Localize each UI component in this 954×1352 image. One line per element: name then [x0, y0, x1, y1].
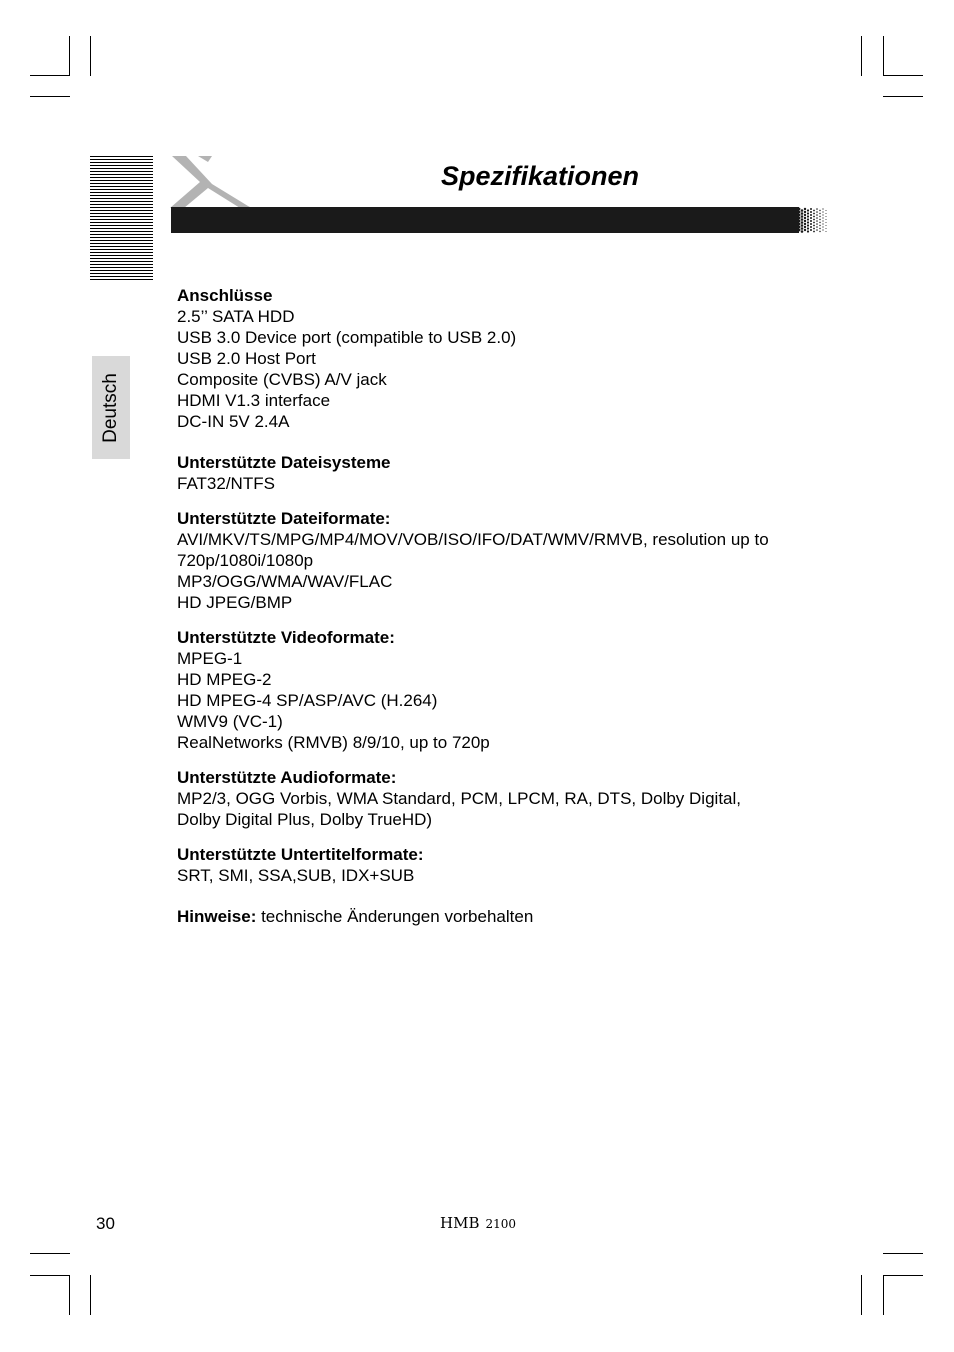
spec-line: Dolby Digital Plus, Dolby TrueHD)	[177, 810, 433, 829]
pattern-dot	[826, 216, 827, 217]
header-bar-dot-pattern	[797, 207, 827, 233]
pattern-dot	[807, 218, 809, 220]
pattern-dot	[807, 221, 809, 223]
stripe-line	[90, 213, 153, 214]
pattern-dot	[798, 214, 801, 217]
pattern-dot	[819, 210, 820, 211]
spec-line: WMV9 (VC-1)	[177, 712, 283, 731]
pattern-dot	[819, 231, 820, 232]
crop-mark	[69, 1275, 70, 1315]
crop-mark	[883, 1253, 923, 1254]
stripe-line	[90, 237, 153, 238]
model-name	[440, 1214, 516, 1232]
pattern-dot	[822, 229, 823, 230]
crop-mark	[90, 1275, 91, 1315]
stripe-line	[90, 279, 153, 280]
pattern-dot	[816, 217, 818, 219]
pattern-dot	[801, 227, 804, 230]
note-label: Hinweise:	[177, 907, 257, 926]
pattern-dot	[819, 219, 820, 220]
pattern-dot	[798, 211, 801, 214]
stripe-line	[90, 171, 153, 172]
pattern-dot	[813, 210, 815, 212]
spec-line: Composite (CVBS) A/V jack	[177, 370, 387, 389]
stripe-line	[90, 189, 153, 190]
crop-mark	[883, 36, 884, 76]
stripe-line	[90, 204, 153, 205]
pattern-dot	[813, 213, 815, 215]
stripe-line	[90, 264, 153, 265]
stripe-line	[90, 186, 153, 187]
crop-mark	[883, 96, 923, 97]
spec-line: USB 2.0 Host Port	[177, 349, 316, 368]
crop-mark	[883, 75, 923, 76]
stripe-line	[90, 159, 153, 160]
spec-section	[177, 844, 837, 886]
spec-section	[177, 285, 837, 432]
spec-line: HD JPEG/BMP	[177, 593, 293, 612]
pattern-dot	[826, 222, 827, 223]
stripe-line	[90, 246, 153, 247]
pattern-dot	[819, 228, 820, 229]
pattern-dot	[813, 231, 815, 233]
spec-line: HD MPEG-4 SP/ASP/AVC (H.264)	[177, 691, 438, 710]
pattern-dot	[810, 208, 812, 210]
spec-section	[177, 508, 837, 613]
pattern-dot	[813, 228, 815, 230]
pattern-dot	[810, 220, 812, 222]
pattern-dot	[801, 209, 804, 212]
pattern-dot	[810, 229, 812, 231]
stripe-line	[90, 243, 153, 244]
spec-line: HD MPEG-2	[177, 670, 272, 689]
stripe-line	[90, 258, 153, 259]
pattern-dot	[810, 223, 812, 225]
stripe-line	[90, 195, 153, 196]
stripe-line	[90, 225, 153, 226]
spec-section	[177, 452, 837, 494]
pattern-dot	[804, 214, 806, 216]
pattern-dot	[819, 222, 820, 223]
pattern-dot	[807, 230, 809, 232]
stripe-line	[90, 210, 153, 211]
header-bar	[171, 207, 799, 233]
section-heading: Unterstützte Videoformate:	[177, 628, 395, 647]
spec-line: MP3/OGG/WMA/WAV/FLAC	[177, 572, 393, 591]
pattern-dot	[807, 209, 809, 211]
pattern-dot	[822, 220, 823, 221]
pattern-dot	[813, 216, 815, 218]
stripe-line	[90, 162, 153, 163]
pattern-dot	[804, 223, 806, 225]
model-name-text: HMB	[440, 1214, 480, 1232]
spec-section	[177, 767, 837, 830]
section-heading: Anschlüsse	[177, 286, 273, 305]
spec-line: HDMI V1.3 interface	[177, 391, 331, 410]
pattern-dot	[822, 214, 823, 215]
pattern-dot	[816, 229, 818, 231]
pattern-dot	[816, 208, 818, 210]
spec-line: USB 3.0 Device port (compatible to USB 2.0)	[177, 328, 517, 347]
pattern-dot	[801, 215, 804, 218]
spec-line: SRT, SMI, SSA,SUB, IDX+SUB	[177, 866, 415, 885]
pattern-dot	[804, 220, 806, 222]
pattern-dot	[798, 229, 801, 232]
stripe-line	[90, 255, 153, 256]
crop-mark	[30, 1253, 70, 1254]
stripe-line	[90, 234, 153, 235]
stripe-line	[90, 201, 153, 202]
pattern-dot	[822, 208, 823, 209]
pattern-dot	[798, 220, 801, 223]
section-heading: Unterstützte Dateisysteme	[177, 453, 391, 472]
spec-line: RealNetworks (RMVB) 8/9/10, up to 720p	[177, 733, 490, 752]
crop-mark	[30, 1275, 70, 1276]
pattern-dot	[807, 215, 809, 217]
pattern-dot	[801, 221, 804, 224]
pattern-dot	[813, 219, 815, 221]
decorative-stripes	[90, 156, 153, 284]
pattern-dot	[804, 208, 806, 210]
pattern-dot	[826, 231, 827, 232]
stripe-line	[90, 168, 153, 169]
stripe-line	[90, 219, 153, 220]
stripe-line	[90, 276, 153, 277]
pattern-dot	[813, 222, 815, 224]
crop-mark	[90, 36, 91, 76]
page-number: 30	[96, 1214, 115, 1233]
page-title: Spezifikationen	[441, 161, 640, 191]
pattern-dot	[807, 212, 809, 214]
crop-mark	[883, 1275, 884, 1315]
pattern-dot	[810, 211, 812, 213]
pattern-dot	[822, 223, 823, 224]
stripe-line	[90, 273, 153, 274]
pattern-dot	[822, 226, 823, 227]
note-text: technische Änderungen vorbehalten	[256, 907, 534, 926]
brand-x-logo	[168, 154, 254, 210]
stripe-line	[90, 174, 153, 175]
crop-mark	[883, 1275, 923, 1276]
note	[177, 906, 837, 927]
stripe-line	[90, 156, 153, 157]
stripe-line	[90, 228, 153, 229]
pattern-dot	[819, 213, 820, 214]
pattern-dot	[819, 225, 820, 226]
pattern-dot	[801, 224, 804, 227]
pattern-dot	[798, 208, 801, 211]
stripe-line	[90, 267, 153, 268]
pattern-dot	[826, 228, 827, 229]
crop-mark	[30, 96, 70, 97]
pattern-dot	[813, 225, 815, 227]
pattern-dot	[810, 214, 812, 216]
spec-line: MPEG-1	[177, 649, 243, 668]
spec-section	[177, 627, 837, 753]
language-tab-label: Deutsch	[100, 372, 121, 443]
pattern-dot	[816, 220, 818, 222]
stripe-line	[90, 240, 153, 241]
stripe-line	[90, 231, 153, 232]
stripe-line	[90, 177, 153, 178]
stripe-line	[90, 192, 153, 193]
spec-line: FAT32/NTFS	[177, 474, 275, 493]
pattern-dot	[807, 227, 809, 229]
spec-line: MP2/3, OGG Vorbis, WMA Standard, PCM, LPCM, RA, DTS, Dolby Digital,	[177, 789, 741, 808]
spec-line: AVI/MKV/TS/MPG/MP4/MOV/VOB/ISO/IFO/DAT/WMV/RMVB, resolution up to	[177, 530, 769, 549]
pattern-dot	[798, 217, 801, 220]
spec-line: 720p/1080i/1080p	[177, 551, 314, 570]
pattern-dot	[826, 213, 827, 214]
stripe-line	[90, 198, 153, 199]
crop-mark	[861, 1275, 862, 1315]
crop-mark	[861, 36, 862, 76]
stripe-line	[90, 165, 153, 166]
stripe-line	[90, 270, 153, 271]
stripe-line	[90, 216, 153, 217]
pattern-dot	[816, 211, 818, 213]
section-heading: Unterstützte Untertitelformate:	[177, 845, 424, 864]
stripe-line	[90, 261, 153, 262]
pattern-dot	[810, 217, 812, 219]
pattern-dot	[804, 226, 806, 228]
specifications-content	[177, 285, 837, 927]
pattern-dot	[798, 223, 801, 226]
pattern-dot	[826, 210, 827, 211]
pattern-dot	[810, 226, 812, 228]
stripe-line	[90, 252, 153, 253]
pattern-dot	[804, 217, 806, 219]
pattern-dot	[801, 218, 804, 221]
pattern-dot	[826, 219, 827, 220]
section-heading: Unterstützte Audioformate:	[177, 768, 397, 787]
pattern-dot	[804, 211, 806, 213]
crop-mark	[30, 75, 70, 76]
pattern-dot	[798, 226, 801, 229]
stripe-line	[90, 183, 153, 184]
pattern-dot	[819, 216, 820, 217]
language-tab	[92, 356, 130, 459]
stripe-line	[90, 207, 153, 208]
pattern-dot	[807, 224, 809, 226]
section-heading: Unterstützte Dateiformate:	[177, 509, 391, 528]
pattern-dot	[801, 230, 804, 233]
pattern-dot	[816, 223, 818, 225]
stripe-line	[90, 249, 153, 250]
spec-line: 2.5’’ SATA HDD	[177, 307, 295, 326]
stripe-line	[90, 180, 153, 181]
pattern-dot	[822, 211, 823, 212]
crop-mark	[69, 36, 70, 76]
pattern-dot	[816, 226, 818, 228]
pattern-dot	[804, 229, 806, 231]
model-number: 2100	[485, 1217, 517, 1231]
stripe-line	[90, 222, 153, 223]
spec-line: DC-IN 5V 2.4A	[177, 412, 290, 431]
pattern-dot	[826, 225, 827, 226]
pattern-dot	[801, 212, 804, 215]
pattern-dot	[822, 217, 823, 218]
pattern-dot	[816, 214, 818, 216]
